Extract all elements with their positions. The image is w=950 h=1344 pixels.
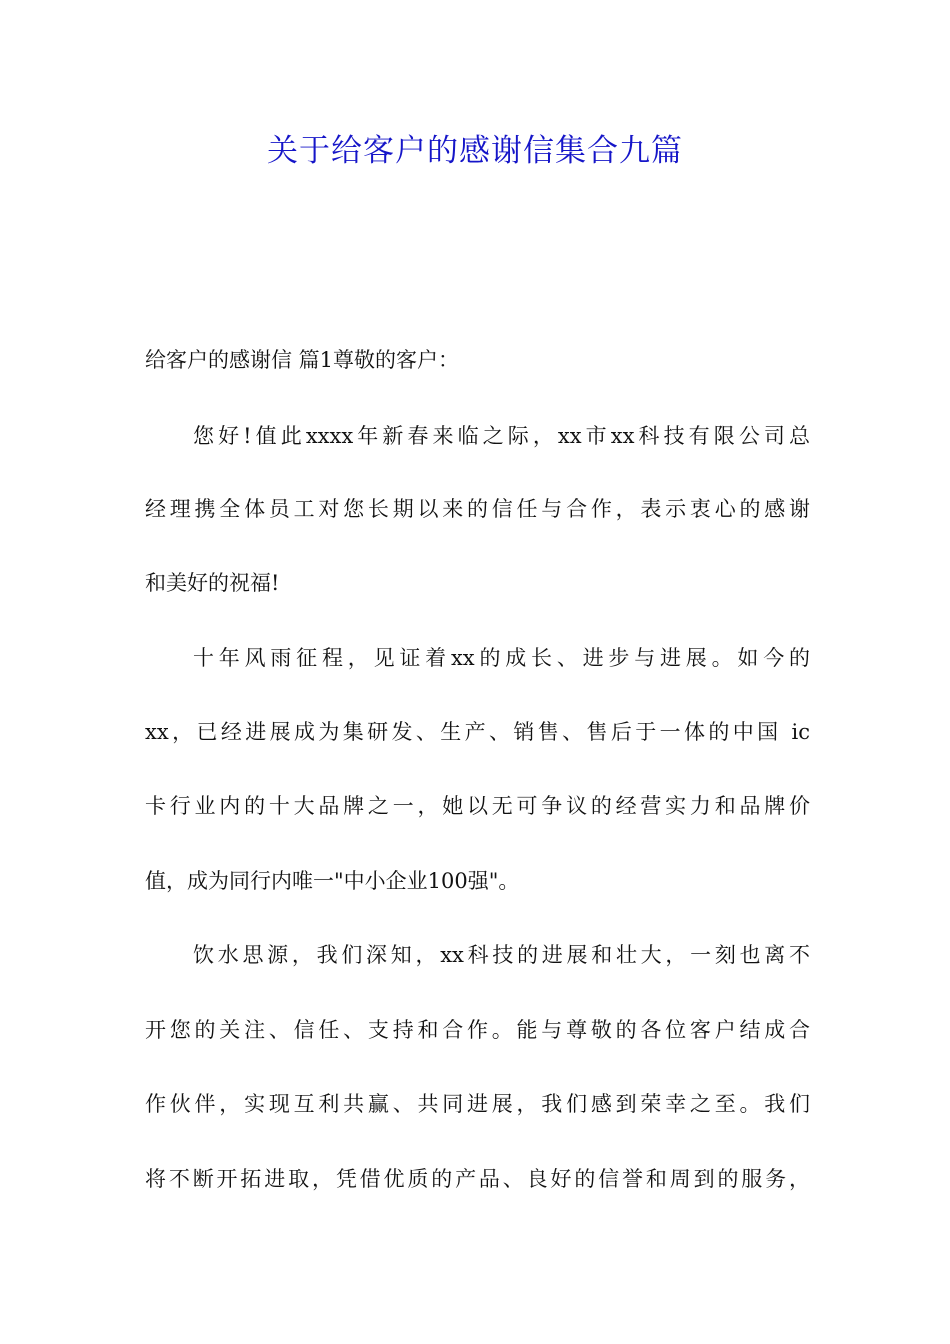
body-line: 值，成为同行内唯一"中小企业100强"。 <box>145 869 520 893</box>
body-line: 开您的关注、信任、支持和合作。能与尊敬的各位客户结成合 <box>145 1018 810 1042</box>
body-line: 和美好的祝福! <box>145 571 280 595</box>
body-line: 将不断开拓进取，凭借优质的产品、良好的信誉和周到的服务， <box>145 1167 810 1191</box>
body-line: 您好!值此xxxx年新春来临之际，xx市xx科技有限公司总 <box>193 424 810 448</box>
body-line: 作伙伴，实现互利共赢、共同进展，我们感到荣幸之至。我们 <box>145 1092 810 1116</box>
body-line: 卡行业内的十大品牌之一，她以无可争议的经营实力和品牌价 <box>145 794 810 818</box>
document-title: 关于给客户的感谢信集合九篇 <box>267 133 683 169</box>
body-line: 十年风雨征程，见证着xx的成长、进步与进展。如今的 <box>193 646 810 670</box>
body-line: xx，已经进展成为集研发、生产、销售、售后于一体的中国 ic <box>145 720 810 744</box>
body-line: 饮水思源，我们深知，xx科技的进展和壮大，一刻也离不 <box>193 943 810 967</box>
body-line: 经理携全体员工对您长期以来的信任与合作，表示衷心的感谢 <box>145 497 810 521</box>
letter-heading-line: 给客户的感谢信 篇1尊敬的客户： <box>145 348 460 372</box>
